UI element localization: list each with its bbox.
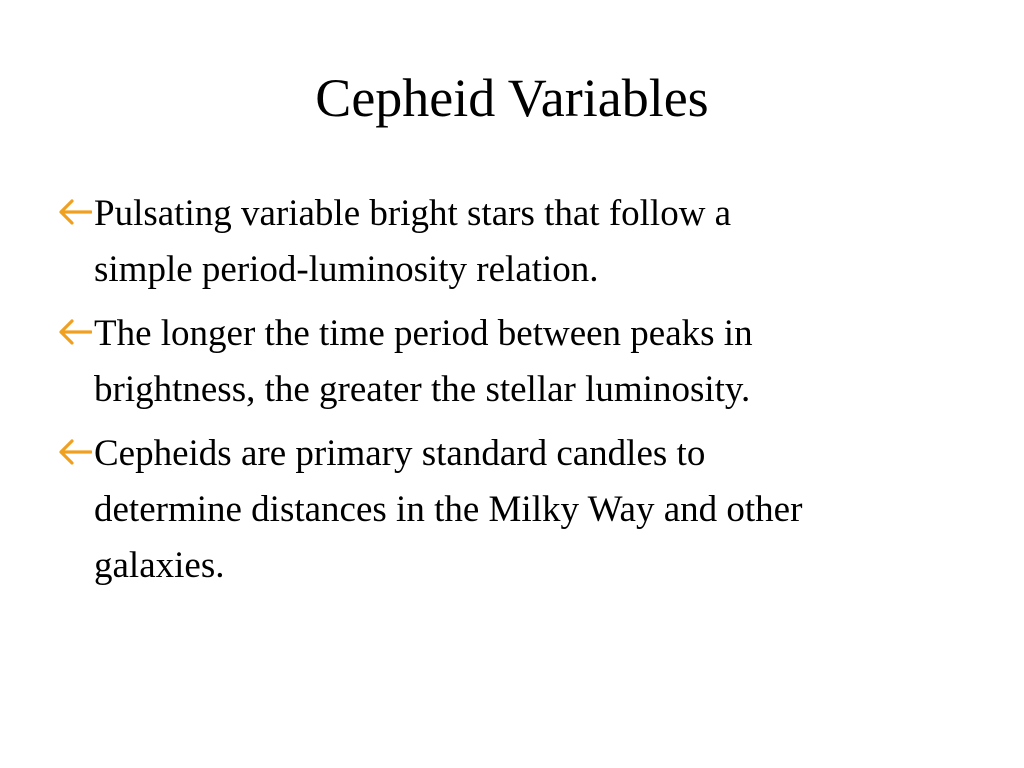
bullet-item [58, 186, 988, 298]
slide-title: Cepheid Variables [315, 68, 709, 128]
bullet-item [58, 426, 988, 594]
bullet-line: Pulsating variable bright stars that follow a [94, 193, 732, 234]
bullet-line: brightness, the greater the stellar luminosity. [94, 369, 751, 410]
bullet-text [94, 306, 753, 418]
bullet-text [94, 186, 731, 298]
bullet-line: simple period-luminosity relation. [94, 249, 599, 290]
bullet-line: determine distances in the Milky Way and other [94, 489, 803, 530]
bullet-line: galaxies. [94, 545, 225, 586]
bullet-text [94, 426, 802, 594]
left-arrow-icon [58, 426, 94, 486]
bullet-item [58, 306, 988, 418]
left-arrow-icon [58, 186, 94, 246]
left-arrow-icon [58, 306, 94, 366]
bullet-line: Cepheids are primary standard candles to [94, 433, 706, 474]
bullet-line: The longer the time period between peaks in [94, 313, 753, 354]
